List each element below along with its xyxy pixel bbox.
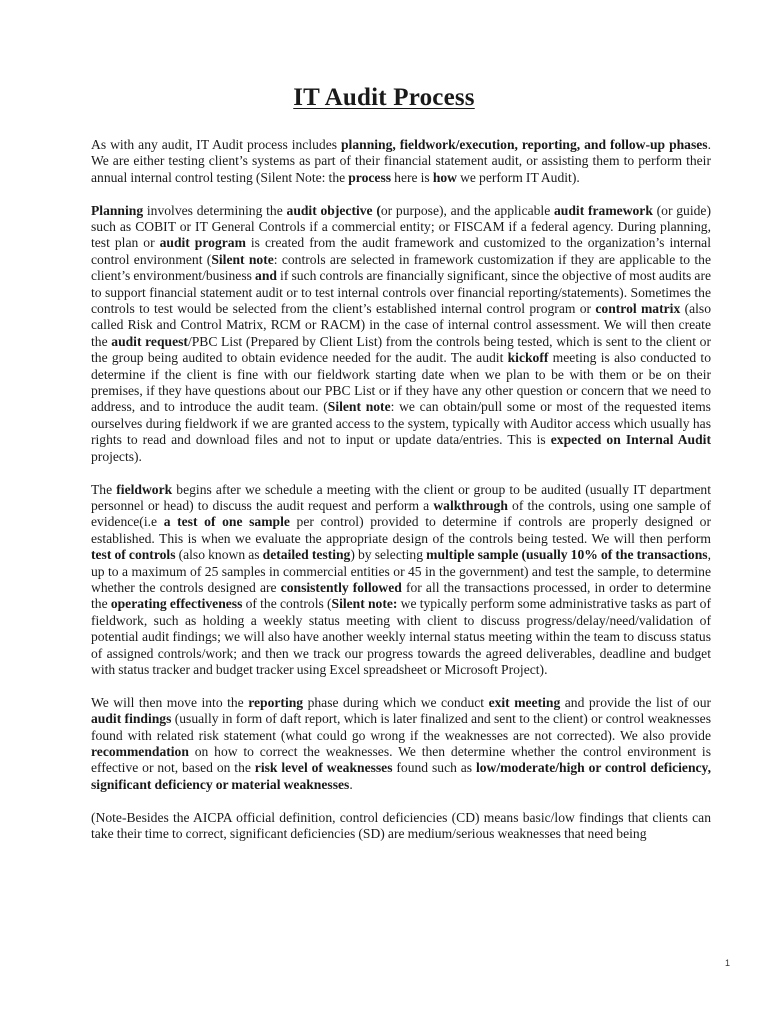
bold-text-run: detailed testing	[262, 547, 351, 563]
bold-text-run: control matrix	[595, 301, 681, 317]
bold-text-run: Planning	[91, 202, 144, 218]
bold-text-run: exit meeting	[488, 694, 561, 710]
text-run: We will then move into the	[91, 694, 249, 710]
text-run: : controls are selected in framework customization if they are applicable to the client’s environment/business	[91, 251, 711, 284]
text-run: for all the transactions processed, in order to determine the	[91, 579, 711, 612]
bold-text-run: process	[348, 169, 392, 185]
bold-text-run: audit objective (	[286, 202, 381, 218]
document-title-text: IT Audit Process	[293, 84, 475, 111]
text-run: , up to a maximum of 25 samples in commercial entities or 45 in the government) and test the sample, to determine whether the controls designed are	[91, 547, 711, 595]
bold-text-run: multiple sample (usually 10% of the transactions	[426, 547, 708, 563]
document-body	[91, 137, 711, 859]
bold-text-run: operating effectiveness	[110, 596, 243, 612]
text-run: we perform IT Audit).	[457, 169, 580, 185]
text-run: ) by selecting	[350, 547, 427, 563]
paragraph-intro	[91, 137, 711, 186]
bold-text-run: how	[432, 169, 457, 185]
text-run: of the controls, using one sample of evidence(i.e	[91, 497, 711, 530]
text-run: .	[349, 776, 353, 792]
bold-text-run: and	[255, 268, 277, 284]
text-run: (usually in form of daft report, which is later finalized and sent to the client) or control weaknesses found with related risk statement (what could go wrong if the weaknesses are not corrected). We also provide	[91, 711, 711, 743]
bold-text-run: kickoff	[507, 350, 549, 366]
document-title	[0, 76, 768, 113]
text-run: here is	[391, 169, 433, 185]
text-run: found such as	[392, 760, 476, 776]
text-run: . We are either testing client’s systems as part of their financial statement audit, or assisting them to perform their annual internal control testing (Silent Note: the	[91, 137, 712, 185]
text-run: /PBC List (Prepared by Client List) from the controls being tested, which is sent to the client or the group being audited to obtain evidence needed for the audit. The audit	[91, 333, 711, 366]
text-run: : we can obtain/pull some or most of the requested items ourselves during fieldwork if we are granted access to the system, typically with Auditor access which usually has rights to read and download files and not to input or update data/entries. This is	[91, 399, 711, 448]
bold-text-run: risk level of weaknesses	[254, 760, 393, 776]
text-run: (Note-Besides the AICPA official definition, control deficiencies (CD) means basic/low findings that clients can take their time to correct, significant deficiencies (SD) are medium/serious weaknesses that need being	[91, 809, 711, 841]
text-run: involves determining the	[143, 202, 287, 218]
bold-text-run: Silent note	[327, 399, 391, 415]
text-run: (also known as	[175, 547, 263, 563]
bold-text-run: recommendation	[91, 743, 189, 759]
text-run: (or guide) such as COBIT or IT General Controls if a commercial entity; or FISCAM if a federal agency. During planning, test plan or	[91, 202, 711, 251]
paragraph-note	[91, 810, 711, 843]
bold-text-run: audit request	[111, 333, 188, 349]
bold-text-run: expected on Internal Audit	[550, 432, 711, 448]
bold-text-run: low/moderate/high or control deficiency, significant deficiency or material weaknesses	[91, 760, 711, 792]
text-run: of the controls (	[242, 596, 332, 612]
text-run: meeting is also conducted to determine if the client is fine with our fieldwork starting date when we plan to be with them or be on their premises, if they have questions about our PBC List or if they have any other question or concern that we need to address, and to introduce the audit team. (	[91, 350, 711, 415]
text-run: As with any audit, IT Audit process includes	[91, 137, 341, 152]
text-run: on how to correct the weaknesses. We then determine whether the control environment is effective or not, based on the	[91, 743, 711, 776]
paragraph-fieldwork	[91, 482, 711, 679]
bold-text-run: walkthrough	[433, 497, 508, 513]
bold-text-run: audit program	[159, 235, 246, 251]
bold-text-run: a test of one sample	[163, 514, 290, 530]
text-run: or purpose), and the applicable	[380, 202, 554, 218]
paragraph-planning	[91, 203, 711, 466]
page-number: 1	[724, 958, 730, 968]
bold-text-run: audit findings	[91, 711, 172, 727]
text-run: if such controls are financially significant, since the objective of most audits are to support financial statement audit or to test internal controls over financial reporting/statements). Sometimes the controls to test would be selected from the client’s established internal control program or	[91, 268, 712, 317]
text-run: The	[91, 481, 117, 497]
text-run: projects).	[91, 448, 142, 464]
bold-text-run: planning, fieldwork/execution, reporting, and follow-up phases	[341, 137, 708, 152]
text-run: begins after we schedule a meeting with the client or group to be audited (usually IT department personnel or head) to discuss the audit request and perform a	[91, 481, 712, 513]
text-run: per control) provided to determine if controls are properly designed or established. This is when we evaluate the appropriate design of the controls being tested. We will then perform	[91, 514, 711, 546]
bold-text-run: reporting	[248, 694, 304, 710]
bold-text-run: audit framework	[554, 202, 653, 218]
bold-text-run: fieldwork	[116, 481, 173, 497]
bold-text-run: consistently followed	[280, 579, 402, 595]
text-run: and provide the list of our	[560, 694, 712, 710]
bold-text-run: test of controls	[91, 547, 176, 563]
paragraph-reporting	[91, 695, 711, 793]
bold-text-run: Silent note:	[331, 596, 398, 612]
text-run: (also called Risk and Control Matrix, RCM or RACM) in the case of internal control assessment. We will then create the	[91, 301, 711, 349]
text-run: is created from the audit framework and customized to the organization’s internal control environment (	[91, 235, 711, 267]
bold-text-run: Silent note	[211, 251, 274, 267]
text-run: we typically perform some administrative tasks as part of fieldwork, such as holding a weekly status meeting with client to discuss progress/delay/need/validation of potential audit findings; we will also have another weekly internal status meeting within the team to discuss status of assigned controls/work; and then we track our progress towards the agreed deliverables, deadline and budget with status tracker and budget tracker using Excel spreadsheet or Microsoft Project).	[91, 596, 711, 677]
text-run: phase during which we conduct	[303, 694, 489, 710]
